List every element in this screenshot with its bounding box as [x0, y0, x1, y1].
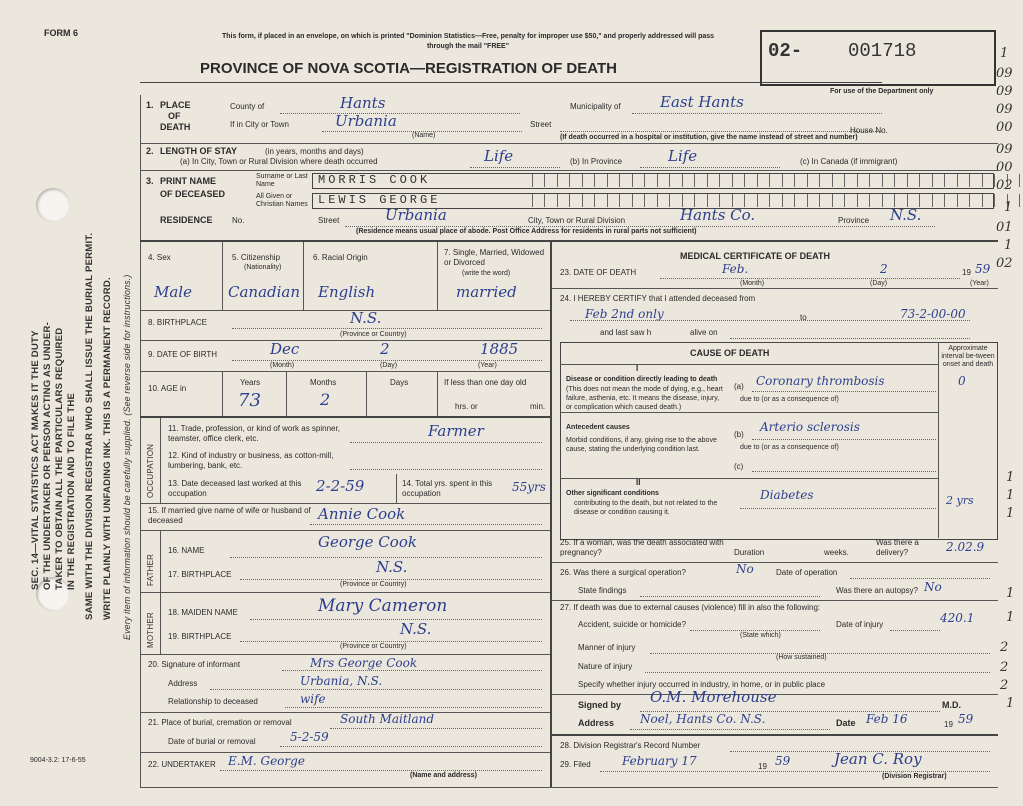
age-months: 2 [320, 390, 331, 409]
margin-num-11: 02 [996, 256, 1013, 271]
cause-head-line [560, 364, 938, 365]
given-cell-grid [520, 194, 1020, 207]
dob-label: 9. DATE OF BIRTH [148, 350, 218, 359]
frame-bottom [140, 787, 998, 788]
row10-bottom [140, 416, 550, 418]
s21-date-line [280, 746, 542, 747]
cause-title: CAUSE OF DEATH [690, 348, 770, 358]
sex-value: Male [154, 283, 192, 301]
s14-label: 14. Total yrs. spent in this occupation [402, 479, 493, 498]
father-name-label: 16. NAME [168, 546, 205, 555]
cause-a-interval: 0 [958, 374, 966, 388]
nature-label: Nature of injury [578, 662, 633, 671]
s24-value: Feb 2nd only [585, 307, 664, 321]
s2b-label: (b) In Province [570, 157, 623, 166]
sig-year: 59 [958, 712, 974, 726]
age-div1 [222, 371, 223, 416]
margin-num-17: 2 [1000, 640, 1009, 655]
date-op-label: Date of operation [776, 568, 838, 577]
occupation-side-label: OCCUPATION [146, 443, 155, 498]
s21-line [330, 728, 542, 729]
province-value: N.S. [890, 206, 922, 224]
margin-num-3: 09 [996, 102, 1013, 117]
s26-bottom [552, 600, 998, 601]
s23-month: Feb. [722, 262, 749, 276]
cause-mid1 [560, 412, 938, 413]
residence-note: (Residence means usual place of abode. Post Office Address for residents in rural parts not sufficient) [356, 228, 697, 235]
s23-day-label: (Day) [870, 280, 888, 287]
cause-ii-label: II [636, 478, 641, 487]
birthplace-sub: (Province or Country) [340, 331, 407, 338]
dept-use-label: For use of the Department only [830, 88, 934, 95]
s2b-value: Life [668, 147, 698, 165]
s4-s5-div [222, 242, 223, 310]
s23-label: 23. DATE OF DEATH [560, 268, 637, 277]
age-label: 10. AGE in [148, 384, 187, 393]
margin-num-13: 1 [1006, 488, 1015, 503]
cause-b: (b) [734, 430, 744, 439]
reg-prefix: 02- [768, 40, 803, 62]
age-div4 [437, 371, 438, 416]
sidebar-line-6: WRITE PLAINLY WITH UNFADING INK. THIS IS A PERMANENT RECORD. [102, 277, 113, 620]
mother-bp-line [240, 641, 542, 642]
due-2: due to (or as a consequence of) [740, 444, 839, 451]
s22-value: E.M. George [228, 754, 305, 768]
sig-year-prefix: 19 [944, 720, 953, 729]
mother-bp-sub: (Province or Country) [340, 643, 407, 650]
findings-label: State findings [578, 586, 627, 595]
s11-value: Farmer [428, 422, 484, 440]
margin-num-1: 09 [996, 66, 1013, 81]
cause-c: (c) [734, 462, 744, 471]
name-sublabel: (Name) [412, 132, 436, 139]
margin-num-15: 1 [1006, 586, 1015, 601]
margin-num-4: 00 [996, 120, 1013, 135]
sig-address-value: Noel, Hants Co. N.S. [640, 712, 766, 726]
s1-label3: DEATH [160, 122, 191, 132]
s2-label: LENGTH OF STAY [160, 146, 238, 156]
s13-label: 13. Date deceased last worked at this occupation [168, 479, 302, 498]
mother-side-label: MOTHER [146, 612, 155, 648]
form-title: PROVINCE OF NOVA SCOTIA—REGISTRATION OF DEATH [200, 60, 617, 77]
marital-value: married [456, 283, 517, 301]
s26-value: No [736, 562, 754, 576]
s21-label: 21. Place of burial, cremation or removal [148, 718, 292, 727]
dob-month-label: (Month) [270, 362, 295, 369]
s28-label: 28. Division Registrar's Record Number [560, 741, 701, 750]
s14-value: 55yrs [512, 480, 546, 494]
father-name-value: George Cook [318, 533, 417, 551]
s23-year-prefix: 19 [962, 268, 971, 277]
s24-last-line [730, 338, 970, 339]
cause-a: (a) [734, 382, 744, 391]
s26-label: 26. Was there a surgical operation? [560, 568, 686, 577]
margin-num-8: 1 [1004, 200, 1013, 215]
manner-label: Manner of injury [578, 643, 636, 652]
other-line [740, 508, 936, 509]
other-value: Diabetes [760, 488, 814, 502]
interval-div [938, 342, 939, 538]
dob-day-label: (Day) [380, 362, 398, 369]
margin-num-16: 1 [1006, 610, 1015, 625]
municipality-line [632, 113, 882, 114]
footer-code: 9004-3.2: 17-6-55 [30, 757, 86, 764]
dob-year: 1885 [480, 340, 519, 358]
s5-s6-div [303, 242, 304, 310]
s2-sub: (in years, months and days) [265, 147, 364, 156]
residence-bottom [140, 240, 998, 242]
citizenship-sub: (Nationality) [244, 264, 282, 271]
cause-a-value: Coronary thrombosis [756, 374, 885, 388]
margin-num-2: 09 [996, 84, 1013, 99]
racial-origin-label: 6. Racial Origin [313, 253, 368, 262]
father-bp-line [240, 579, 542, 580]
dob-year-label: (Year) [478, 362, 497, 369]
margin-num-6: 00 [996, 160, 1013, 175]
row9-bottom [140, 371, 550, 372]
s1-label2: OF [168, 111, 181, 121]
margin-num-12: 1 [1006, 470, 1015, 485]
s23-bottom [552, 288, 998, 289]
citizenship-value: Canadian [228, 283, 301, 301]
s25-label: 25. If a woman, was the death associated with pregnancy? [560, 538, 724, 557]
cause-c-line [752, 471, 936, 472]
city-label: If in City or Town [230, 120, 289, 129]
filed-year-prefix: 19 [758, 762, 767, 771]
s20-line [282, 670, 542, 671]
findings-line [640, 596, 820, 597]
s11-line [350, 442, 542, 443]
margin-num-0: 1 [1000, 46, 1009, 61]
margin-num-9: 01 [996, 220, 1013, 235]
s20-rel-value: wife [300, 692, 326, 706]
other-label: Other significant conditions [566, 490, 659, 497]
surname-cell-grid [520, 174, 1020, 187]
s3-num: 3. [146, 176, 154, 186]
s23-day: 2 [880, 262, 888, 276]
dob-month: Dec [270, 340, 300, 358]
less-than-day-label: If less than one day old [444, 378, 527, 387]
surname-value: MORRIS COOK [318, 173, 431, 187]
s20-address-line [210, 689, 542, 690]
center-divider [550, 242, 552, 787]
state-which: (State which) [740, 632, 781, 639]
s27-label: 27. If death was due to external causes (violence) fill in also the following: [560, 603, 821, 612]
sex-label: 4. Sex [148, 253, 171, 262]
residence-line [345, 226, 935, 227]
s2a-label: (a) In City, Town or Rural Division where death occurred [180, 157, 378, 166]
autopsy-label: Was there an autopsy? [836, 586, 918, 595]
cause-b-value: Arterio sclerosis [760, 420, 860, 434]
filed-year: 59 [775, 754, 791, 768]
dob-line [232, 360, 542, 361]
county-line [280, 113, 520, 114]
disease-note: (This does not mean the mode of dying, e.g., heart failure, asthenia, etc. It means the disease, injury, or complication which caused death.) [566, 386, 723, 411]
accident-line [690, 630, 820, 631]
margin-num-10: 1 [1004, 238, 1013, 253]
s6-s7-div [437, 242, 438, 310]
father-birthplace-label: 17. BIRTHPLACE [168, 570, 232, 579]
s15-label: 15. If married give name of wife or husband of deceased [148, 506, 311, 525]
nature-line [645, 672, 990, 673]
s20-rel-label: Relationship to deceased [168, 697, 258, 706]
sidebar-line-3: TAKER TO OBTAIN ALL THE PARTICULARS REQUIRED [54, 327, 65, 590]
age-years: 73 [238, 390, 261, 411]
street-label: Street [530, 120, 552, 129]
top-rule [140, 82, 882, 83]
antecedent-label: Antecedent causes [566, 424, 630, 431]
delivery-label: Was there a delivery? [876, 538, 919, 557]
outer-left [140, 95, 141, 787]
s24-label: 24. I HEREBY CERTIFY that I attended deceased from [560, 294, 756, 303]
given-label: All Given or Christian Names [256, 193, 308, 208]
margin-num-14: 1 [1006, 506, 1015, 521]
sig-address-line [630, 729, 830, 730]
residence-county: Hants Co. [680, 206, 756, 224]
street-line [560, 131, 882, 132]
county-label: County of [230, 102, 265, 111]
min-label: min. [530, 402, 546, 411]
father-birthplace-value: N.S. [376, 558, 408, 576]
margin-num-5: 09 [996, 142, 1013, 157]
s21-date-value: 5-2-59 [290, 730, 329, 744]
sig-date-value: Feb 16 [866, 712, 908, 726]
s2a-line [470, 167, 560, 168]
s29-label: 29. Filed [560, 760, 591, 769]
mother-side-div [160, 592, 161, 654]
s15-line [310, 524, 542, 525]
margin-num-20: 1 [1006, 696, 1015, 711]
s3-label2: OF DECEASED [160, 189, 226, 199]
s20-address-value: Urbania, N.S. [300, 674, 383, 688]
s12-line [350, 469, 542, 470]
autopsy-value: No [924, 580, 942, 594]
days-label: Days [390, 378, 409, 387]
city-value: Urbania [335, 112, 397, 130]
sig-bottom [552, 734, 998, 736]
s23-year-label: (Year) [970, 280, 989, 287]
mother-birthplace-label: 19. BIRTHPLACE [168, 632, 232, 641]
s24-code: 73-2-00-00 [900, 307, 966, 321]
s15-value: Annie Cook [318, 505, 406, 523]
s20-rel-line [285, 707, 542, 708]
s20-address-label: Address [168, 679, 198, 688]
margin-num-19: 2 [1000, 678, 1009, 693]
s24-alive-label: alive on [690, 328, 718, 337]
residence-street-label: Street [318, 216, 340, 225]
cause-mid2 [560, 478, 938, 479]
s13-s14-div [396, 474, 397, 503]
accident-label: Accident, suicide or homicide? [578, 620, 687, 629]
age-div3 [366, 371, 367, 416]
how-label: (How sustained) [776, 654, 827, 661]
antecedent-note: Morbid conditions, if any, giving rise to the above cause, stating the underlying condition last. [566, 437, 717, 453]
binder-hole-top [36, 188, 70, 222]
mother-bottom [140, 654, 550, 655]
house-label: House No. [850, 126, 888, 135]
sig-address-label: Address [578, 718, 615, 728]
s21-value: South Maitland [340, 712, 435, 726]
registrar-label: (Division Registrar) [882, 773, 947, 780]
s21-date-label: Date of burial or removal [168, 737, 256, 746]
s22-line [220, 770, 542, 771]
father-bp-sub: (Province or Country) [340, 581, 407, 588]
years-label: Years [240, 378, 261, 387]
date-injury-line [890, 630, 940, 631]
cause-i-label: I [636, 364, 639, 373]
margin-num-7: 02 [996, 178, 1013, 193]
citizenship-label: 5. Citizenship [232, 253, 281, 262]
signed-label: Signed by [578, 700, 622, 710]
s12-label: 12. Kind of industry or business, as cotton-mill, lumbering, bank, etc. [168, 451, 334, 470]
s15-bottom [140, 530, 550, 531]
s20-label: 20. Signature of informant [148, 660, 241, 669]
sidebar-line-1: SEC. 14—VITAL STATISTICS ACT MAKES IT THE DUTY [30, 330, 41, 590]
municipality-value: East Hants [660, 93, 744, 111]
disease-label: Disease or condition directly leading to death [566, 376, 718, 383]
given-value: LEWIS GEORGE [318, 193, 441, 207]
s26-line [850, 578, 990, 579]
occ-side-div [160, 418, 161, 503]
medical-title: MEDICAL CERTIFICATE OF DEATH [680, 251, 830, 261]
residence-label: RESIDENCE [160, 215, 213, 225]
weeks-label: weeks. [824, 548, 849, 557]
interval-label: Approximate interval be-tween onset and death [941, 345, 995, 368]
mother-birthplace-value: N.S. [400, 620, 432, 638]
dob-day: 2 [380, 340, 390, 358]
s3-label1: PRINT NAME [160, 176, 216, 186]
duration-label: Duration [734, 548, 765, 557]
residence-city: Urbania [385, 206, 447, 224]
marital-sub: (write the word) [462, 270, 511, 277]
s25-bottom [552, 562, 998, 563]
s1-label1: PLACE [160, 100, 191, 110]
sidebar-line-5: SAME WITH THE DIVISION REGISTRAR WHO SHALL ISSUE THE BURIAL PERMIT. [84, 232, 95, 620]
specify-label: Specify whether injury occurred in industry, in home, or in public place [578, 680, 826, 689]
mother-name-line [250, 619, 542, 620]
hospital-note: (If death occurred in a hospital or institution, give the name instead of street and number) [560, 134, 858, 141]
cause-b-line [752, 439, 936, 440]
s2a-value: Life [484, 147, 514, 165]
sidebar-line-4: IN THE REGISTRATION AND TO FILE THE [66, 392, 77, 590]
surname-label: Surname or Last Name [256, 173, 308, 188]
row47-bottom [140, 310, 550, 311]
age-div2 [286, 371, 287, 416]
residence-city-label: City, Town or Rural Division [528, 216, 626, 225]
other-note: contributing to the death, but not related to the disease or condition causing it. [574, 500, 718, 516]
registrar-signature: Jean C. Roy [834, 750, 922, 768]
s22-label: 22. UNDERTAKER [148, 760, 216, 769]
filed-line [600, 771, 990, 772]
other-interval: 2 yrs [946, 494, 974, 507]
s23-line [660, 278, 960, 279]
s2-num: 2. [146, 146, 154, 156]
s2-bottom [140, 170, 998, 171]
form-id: FORM 6 [44, 28, 79, 38]
father-bottom [140, 592, 550, 593]
s1-num: 1. [146, 100, 154, 110]
sidebar-line-2: OF THE UNDERTAKER OR PERSON ACTING AS UNDER- [42, 321, 53, 590]
father-side-label: FATHER [146, 553, 155, 586]
hrs-label: hrs. or [455, 402, 478, 411]
signed-value: O.M. Morehouse [650, 688, 777, 706]
residence-no-label: No. [232, 216, 245, 225]
s11-label: 11. Trade, profession, or kind of work as spinner, teamster, office clerk, etc. [168, 424, 340, 443]
father-side-div [160, 530, 161, 592]
mother-name-label: 18. MAIDEN NAME [168, 608, 238, 617]
sidebar-line-7: Every item of information should be carefully supplied. (See reverse side for instructions.) [122, 274, 132, 640]
s24-to: to [800, 313, 807, 322]
municipality-label: Municipality of [570, 102, 621, 111]
birthplace-line [232, 328, 542, 329]
s2b-line [640, 167, 780, 168]
s23-year: 59 [975, 262, 991, 276]
s23-month-label: (Month) [740, 280, 765, 287]
s22-sub: (Name and address) [410, 772, 477, 779]
months-label: Months [310, 378, 337, 387]
s24-last-label: and last saw h [600, 328, 652, 337]
province-label: Province [838, 216, 870, 225]
cause-a-line [752, 391, 936, 392]
birthplace-label: 8. BIRTHPLACE [148, 318, 207, 327]
top-notice: This form, if placed in an envelope, on which is printed "Dominion Statistics—Free, penalty for improper use $50," and properly addressed will pass through the mail "FREE" [221, 33, 715, 50]
s13-value: 2-2-59 [316, 477, 365, 495]
s21-bottom [140, 752, 550, 753]
county-value: Hants [340, 94, 386, 112]
filed-value: February 17 [622, 754, 697, 768]
sig-date-label: Date [836, 718, 856, 728]
mother-name-value: Mary Cameron [318, 596, 448, 616]
s20-value: Mrs George Cook [310, 656, 418, 670]
birthplace-value: N.S. [350, 309, 382, 327]
s1-bottom [140, 143, 998, 144]
reg-number: 001718 [848, 40, 917, 62]
date-injury-label: Date of injury [836, 620, 884, 629]
due-1: due to (or as a consequence of) [740, 396, 839, 403]
racial-origin-value: English [318, 283, 376, 301]
marital-label: 7. Single, Married, Widowed or Divorced [444, 248, 545, 267]
md-label: M.D. [942, 700, 961, 710]
occ-bottom [140, 503, 550, 504]
margin-num-18: 2 [1000, 660, 1009, 675]
s27-value: 420.1 [940, 611, 975, 625]
s2c-label: (c) In Canada (if immigrant) [800, 157, 898, 166]
s25-value: 2.02.9 [946, 540, 985, 554]
